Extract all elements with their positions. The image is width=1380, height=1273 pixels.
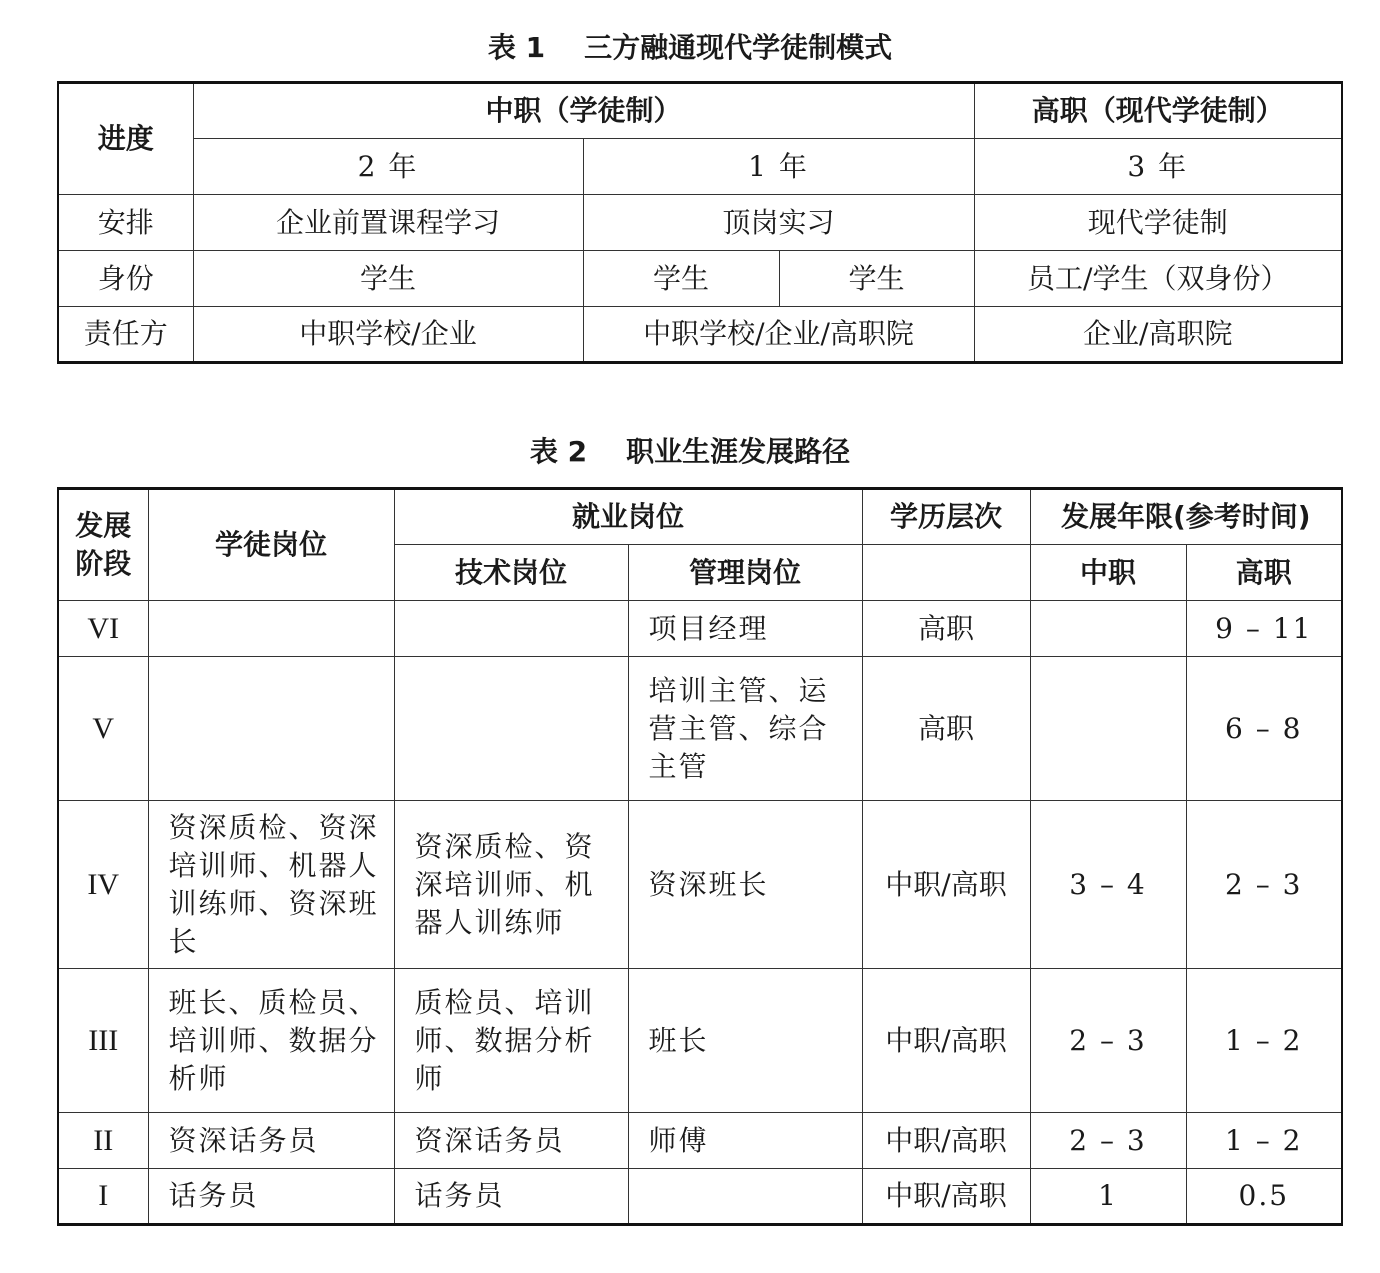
table1-cell: 顶岗实习: [583, 195, 974, 251]
table2-mgmt-cell: 培训主管、运营主管、综合主管: [628, 657, 862, 801]
table2-secondary-years-cell: 2 – 3: [1030, 969, 1186, 1113]
table1-responsible-row: [58, 307, 1342, 363]
table2-tech-cell: 资深质检、资深培训师、机器人训练师: [394, 801, 628, 969]
table2-higher-years-cell: 0.5: [1186, 1169, 1342, 1225]
table2-secondary-years-cell: 2 – 3: [1030, 1113, 1186, 1169]
table2-apprentice-cell: [148, 657, 394, 801]
table1-cell: 学生: [779, 251, 974, 307]
table2-higher-years-cell: 1 – 2: [1186, 1113, 1342, 1169]
table2-tech-cell: 话务员: [394, 1169, 628, 1225]
table2-mgmt-cell: [628, 1169, 862, 1225]
table2-years-header: 发展年限(参考时间): [1030, 489, 1342, 545]
table2-caption: 表 2 职业生涯发展路径: [529, 435, 851, 468]
table2-stage-cell: IV: [58, 801, 148, 969]
table2-education-header: 学历层次: [862, 489, 1030, 545]
table2-education-cell: 中职/高职: [862, 801, 1030, 969]
table2-education-cell: 中职/高职: [862, 1113, 1030, 1169]
table2-mgmt-cell: 师傅: [628, 1113, 862, 1169]
table1-row-label: 责任方: [58, 307, 193, 363]
table1-secondary-header: 中职（学徒制）: [193, 83, 974, 139]
table2-tech-cell: [394, 601, 628, 657]
table2-apprentice-cell: 资深话务员: [148, 1113, 394, 1169]
table2-secondary-header: 中职: [1030, 545, 1186, 601]
table1-arrange-row: [58, 195, 1342, 251]
table2-apprentice-header: 学徒岗位: [148, 489, 394, 601]
table1-cell: 中职学校/企业: [193, 307, 583, 363]
table2-tech-header: 技术岗位: [394, 545, 628, 601]
table2-education-cell: 中职/高职: [862, 1169, 1030, 1225]
table2-header-row: [58, 489, 1342, 545]
table1-cell: 现代学徒制: [974, 195, 1342, 251]
table2-higher-years-cell: 2 – 3: [1186, 801, 1342, 969]
table2-row: [58, 969, 1342, 1113]
table2-mgmt-cell: 项目经理: [628, 601, 862, 657]
table1-identity-row: [58, 251, 1342, 307]
table2-row: [58, 1113, 1342, 1169]
table2-stage-header: 发展阶段: [58, 489, 148, 601]
table2-secondary-years-cell: [1030, 601, 1186, 657]
table1-cell: 企业/高职院: [974, 307, 1342, 363]
table1-year-cell: 3 年: [974, 139, 1342, 195]
table2-stage-cell: I: [58, 1169, 148, 1225]
table2: [57, 487, 1343, 1226]
table2-stage-cell: II: [58, 1113, 148, 1169]
table2-secondary-years-cell: [1030, 657, 1186, 801]
table2-tech-cell: 质检员、培训师、数据分析师: [394, 969, 628, 1113]
table2-tech-cell: [394, 657, 628, 801]
table2-apprentice-cell: 资深质检、资深培训师、机器人训练师、资深班长: [148, 801, 394, 969]
table2-employment-header: 就业岗位: [394, 489, 862, 545]
table2-higher-years-cell: 6 – 8: [1186, 657, 1342, 801]
table2-stage-cell: III: [58, 969, 148, 1113]
table2-row: [58, 1169, 1342, 1225]
table2-higher-years-cell: 1 – 2: [1186, 969, 1342, 1113]
table2-row: [58, 601, 1342, 657]
table1-cell: 员工/学生（双身份）: [974, 251, 1342, 307]
table1-years-row: [58, 139, 1342, 195]
table1: [57, 81, 1343, 364]
table1-cell: 学生: [583, 251, 779, 307]
table2-education-cell: 中职/高职: [862, 969, 1030, 1113]
table2-apprentice-cell: 话务员: [148, 1169, 394, 1225]
table1-row-label: 身份: [58, 251, 193, 307]
table1-higher-header: 高职（现代学徒制）: [974, 83, 1342, 139]
table2-education-subheader: [862, 545, 1030, 601]
table2-higher-header: 高职: [1186, 545, 1342, 601]
table2-education-cell: 高职: [862, 657, 1030, 801]
table2-mgmt-cell: 资深班长: [628, 801, 862, 969]
table2-apprentice-cell: 班长、质检员、培训师、数据分析师: [148, 969, 394, 1113]
table1-year-cell: 2 年: [193, 139, 583, 195]
table1-cell: 学生: [193, 251, 583, 307]
table1-cell: 中职学校/企业/高职院: [583, 307, 974, 363]
table1-header-row: [58, 83, 1342, 139]
table1-year-cell: 1 年: [583, 139, 974, 195]
table2-secondary-years-cell: 3 – 4: [1030, 801, 1186, 969]
table2-tech-cell: 资深话务员: [394, 1113, 628, 1169]
table1-cell: 企业前置课程学习: [193, 195, 583, 251]
table2-secondary-years-cell: 1: [1030, 1169, 1186, 1225]
table2-mgmt-header: 管理岗位: [628, 545, 862, 601]
table2-mgmt-cell: 班长: [628, 969, 862, 1113]
table1-row-label: 安排: [58, 195, 193, 251]
table2-stage-cell: V: [58, 657, 148, 801]
table2-stage-cell: VI: [58, 601, 148, 657]
table2-row: [58, 801, 1342, 969]
table2-higher-years-cell: 9 – 11: [1186, 601, 1342, 657]
table1-caption: 表 1 三方融通现代学徒制模式: [487, 31, 893, 64]
table1-progress-header: 进度: [58, 83, 193, 195]
table2-education-cell: 高职: [862, 601, 1030, 657]
table2-apprentice-cell: [148, 601, 394, 657]
table2-row: [58, 657, 1342, 801]
